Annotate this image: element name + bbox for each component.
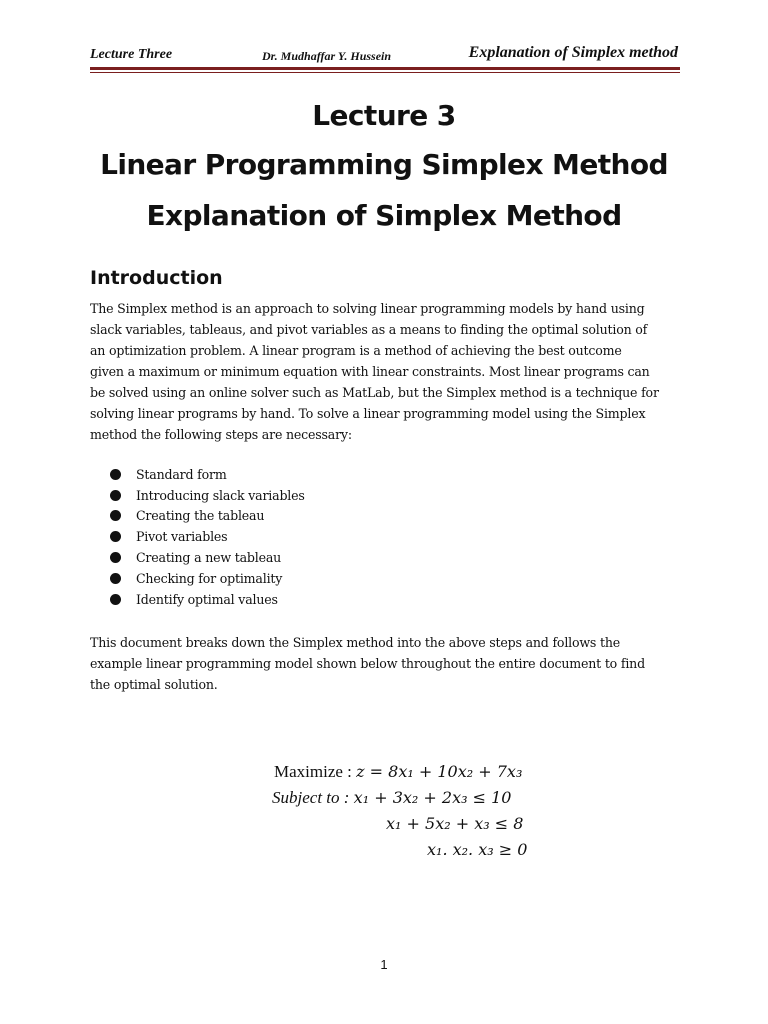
- objective-expression: z = 8x₁ + 10x₂ + 7x₃: [356, 762, 523, 781]
- header-topic: Explanation of Simplex method: [468, 44, 678, 61]
- objective-equation: [274, 762, 522, 782]
- course-title: Linear Programming Simplex Method: [100, 148, 668, 181]
- list-item: [110, 506, 305, 527]
- constraint-label: Subject to :: [272, 788, 354, 807]
- header-rule-thin: [90, 72, 680, 73]
- list-item: [110, 526, 305, 547]
- bullet-icon: [110, 552, 121, 563]
- paragraph-line: solving linear programs by hand. To solve a linear programming model using the Simplex: [90, 406, 646, 421]
- bullet-icon: [110, 490, 121, 501]
- paragraph-line: The Simplex method is an approach to solving linear programming models by hand using: [90, 301, 645, 316]
- list-item: [110, 547, 305, 568]
- step-label: Checking for optimality: [136, 570, 283, 586]
- step-label: Introducing slack variables: [136, 487, 305, 503]
- step-label: Pivot variables: [136, 529, 228, 545]
- paragraph-line: This document breaks down the Simplex method into the above steps and follows the: [90, 635, 621, 650]
- constraint-equation: [386, 814, 523, 833]
- paragraph-line: method the following steps are necessary:: [90, 427, 352, 442]
- lecture-title: Lecture 3: [312, 99, 456, 132]
- step-label: Standard form: [136, 466, 227, 482]
- paragraph-line: be solved using an online solver such as MatLab, but the Simplex method is a technique for: [90, 385, 659, 400]
- bullet-icon: [110, 531, 121, 542]
- steps-list: [110, 464, 305, 610]
- closing-paragraph: [90, 632, 680, 695]
- step-label: Identify optimal values: [136, 591, 278, 607]
- constraint-equation: [272, 788, 511, 808]
- constraint-equation: [427, 840, 527, 859]
- bullet-icon: [110, 573, 121, 584]
- bullet-icon: [110, 469, 121, 480]
- step-label: Creating the tableau: [136, 508, 265, 524]
- list-item: [110, 589, 305, 610]
- header-author: Dr. Mudhaffar Y. Hussein: [262, 49, 392, 63]
- list-item: [110, 485, 305, 506]
- header-rule-thick: [90, 67, 680, 70]
- running-header: [90, 44, 680, 68]
- constraint-expression: x₁ + 5x₂ + x₃ ≤ 8: [386, 814, 524, 833]
- nonnegativity-expression: x₁. x₂. x₃ ≥ 0: [427, 840, 528, 859]
- paragraph-line: the optimal solution.: [90, 677, 218, 692]
- lp-model: [0, 762, 768, 862]
- page-number: 1: [380, 957, 388, 972]
- bullet-icon: [110, 510, 121, 521]
- bullet-icon: [110, 594, 121, 605]
- topic-title: Explanation of Simplex Method: [146, 199, 622, 232]
- introduction-heading: Introduction: [90, 267, 223, 289]
- objective-label: Maximize :: [274, 762, 357, 781]
- step-label: Creating a new tableau: [136, 550, 282, 566]
- paragraph-line: an optimization problem. A linear program is a method of achieving the best outcome: [90, 343, 622, 358]
- header-lecture: Lecture Three: [90, 47, 173, 62]
- paragraph-line: given a maximum or minimum equation with linear constraints. Most linear programs can: [90, 364, 650, 379]
- paragraph-line: slack variables, tableaus, and pivot variables as a means to finding the optimal solution of: [90, 322, 648, 337]
- list-item: [110, 568, 305, 589]
- intro-paragraph: [90, 298, 680, 445]
- paragraph-line: example linear programming model shown below throughout the entire document to find: [90, 656, 645, 671]
- list-item: [110, 464, 305, 485]
- constraint-expression: x₁ + 3x₂ + 2x₃ ≤ 10: [353, 788, 512, 807]
